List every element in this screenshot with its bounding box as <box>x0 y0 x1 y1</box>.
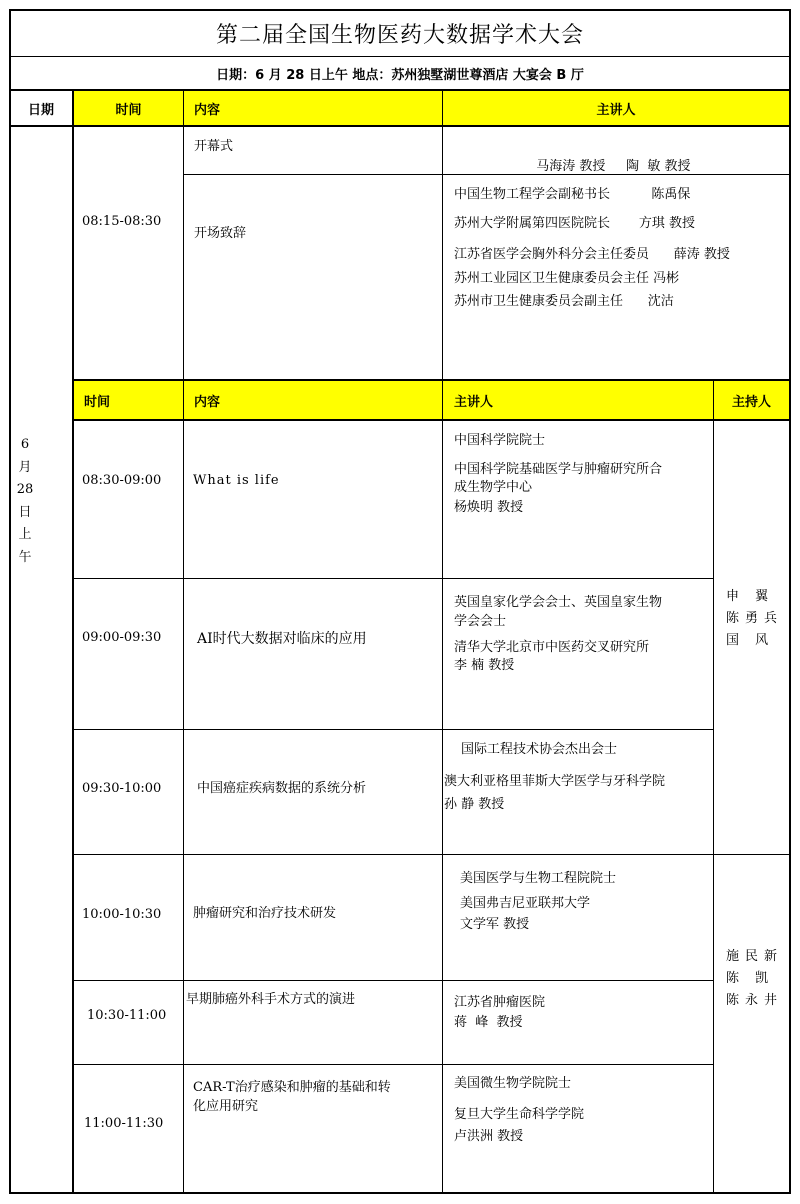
session-title: AI时代大数据对临床的应用 <box>197 631 367 647</box>
header2-speaker: 主讲人 <box>454 394 494 410</box>
session-title: 肿瘤研究和治疗技术研发 <box>193 906 337 921</box>
header-date: 日期 <box>27 102 54 118</box>
chair-group-1: 申 翼 陈勇兵 国 风 <box>726 589 784 648</box>
session-title: 早期肺癌外科手术方式的演进 <box>186 992 356 1007</box>
session-time: 09:00-09:30 <box>82 630 162 645</box>
page-title: 第二届全国生物医药大数据学术大会 <box>215 22 584 48</box>
session-time: 11:00-11:30 <box>84 1116 164 1131</box>
chair-group-2: 施民新 陈 凯 陈永井 <box>726 949 784 1008</box>
header-time: 时间 <box>115 102 142 118</box>
session-title: 中国癌症疾病数据的系统分析 <box>197 781 367 796</box>
opening-time: 08:15-08:30 <box>82 214 162 229</box>
session-time: 10:30-11:00 <box>87 1008 167 1023</box>
opening-ceremony: 开幕式 <box>194 139 234 154</box>
header2-content: 内容 <box>194 394 221 410</box>
session-time: 10:00-10:30 <box>82 907 162 922</box>
header2-time: 时间 <box>84 394 111 410</box>
session-time: 09:30-10:00 <box>82 781 162 796</box>
header2-chair: 主持人 <box>731 394 771 410</box>
opening-ceremony-hosts: 马海涛 教授 陶 敏 教授 <box>536 159 691 174</box>
session-time: 08:30-09:00 <box>82 473 162 488</box>
event-info: 日期：6 月 28 日上午 地点：苏州独墅湖世尊酒店 大宴会 B 厅 <box>216 67 584 83</box>
header-host: 主讲人 <box>596 102 636 118</box>
date-vertical: 6 月 28 日 上 午 <box>16 437 34 565</box>
session-title: What is life <box>193 473 280 488</box>
header-content: 内容 <box>194 102 221 118</box>
opening-speech: 开场致辞 <box>194 226 247 241</box>
